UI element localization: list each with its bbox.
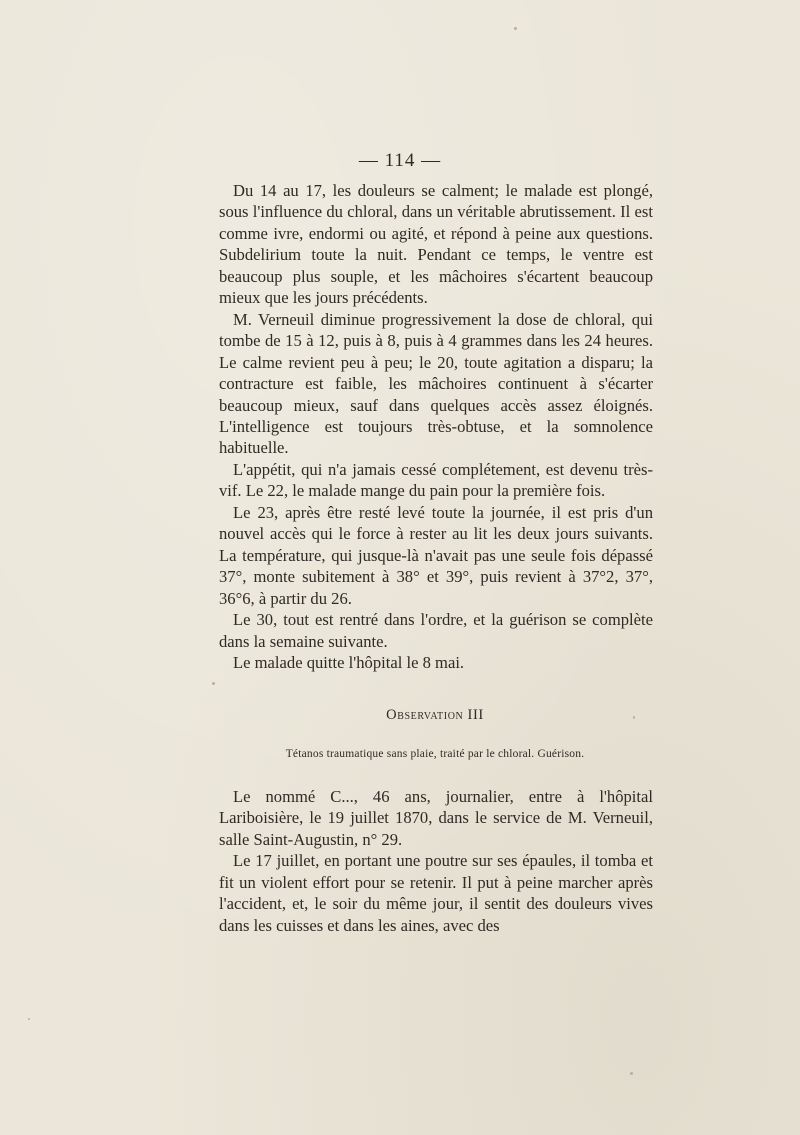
paragraph: Le 23, après être resté levé toute la journée, il est pris d'un nouvel accès qui le force à rester au lit les deux jours suivants. La température, qui jusque-là n'avait pas une seule fois dépassé 37°, monte subitement à 38° et 39°, puis revient à 37°2, 37°, 36°6, à partir du 26. xyxy=(219,502,653,608)
text-block-2 xyxy=(219,786,653,936)
paragraph: Le 30, tout est rentré dans l'ordre, et la guérison se complète dans la semaine suivante. xyxy=(219,610,653,651)
page-number: — 114 — xyxy=(358,150,442,171)
paper-speck xyxy=(630,1072,633,1075)
paragraph: Le nommé C..., 46 ans, journalier, entre à l'hôpital Lariboisière, le 19 juillet 1870, dans le service de M. Verneuil, salle Saint-Augustin, n° 29. xyxy=(219,787,653,849)
paper-speck xyxy=(212,682,215,685)
paragraph: M. Verneuil diminue progressivement la dose de chloral, qui tombe de 15 à 12, puis à 8, puis à 4 grammes dans les 24 heures. Le calme revient peu à peu; le 20, toute agitation a disparu; la contracture est faible, les mâchoires continuent à s'écarter beaucoup mieux, sauf dans quelques accès assez éloignés. L'intelligence est toujours très-obtuse, et la somnolence habituelle. xyxy=(219,309,653,458)
paragraph: Le 17 juillet, en portant une poutre sur ses épaules, il tomba et fit un violent effort pour se retenir. Il put à peine marcher après l'accident, et, le soir du même jour, il sentit des douleurs vives dans les cuisses et dans les aines, avec des xyxy=(219,851,653,935)
text-block-1 xyxy=(219,180,653,673)
observation-title: Observation III xyxy=(386,707,484,723)
paragraph: L'appétit, qui n'a jamais cessé complétement, est devenu très-vif. Le 22, le malade mange du pain pour la première fois. xyxy=(219,459,653,501)
paragraph: Du 14 au 17, les douleurs se calment; le malade est plongé, sous l'influence du chloral, dans un véritable abrutissement. Il est comme ivre, endormi ou agité, et répond à peine aux questions. Subdelirium toute la nuit. Pendant ce temps, le ventre est beaucoup plus souple, et les mâchoires s'écartent beaucoup mieux que les jours précédents. xyxy=(219,181,653,308)
paper-speck xyxy=(514,27,517,30)
paragraph: Le malade quitte l'hôpital le 8 mai. xyxy=(233,652,465,672)
paper-speck xyxy=(633,716,635,719)
observation-subtitle: Tétanos traumatique sans plaie, traité par le chloral. Guérison. xyxy=(285,748,585,760)
paper-speck xyxy=(28,1018,30,1020)
